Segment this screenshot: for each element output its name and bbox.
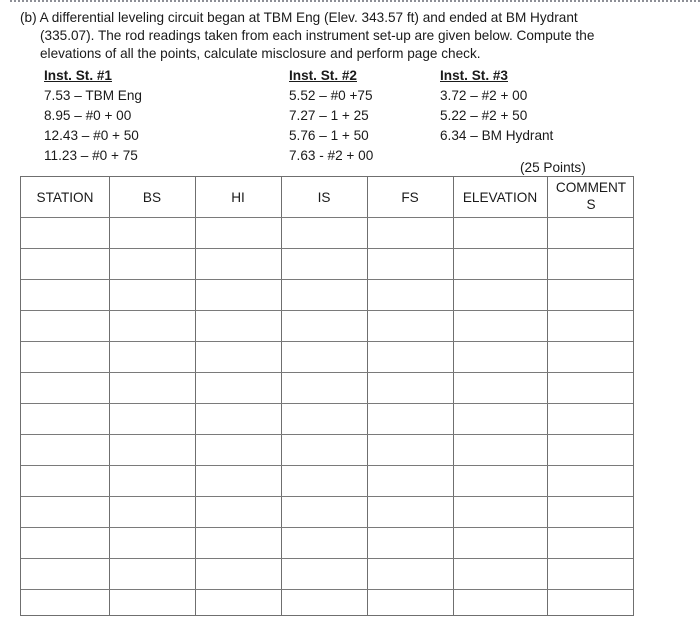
- header-separator: [21, 217, 633, 218]
- top-dotted-separator: [10, 0, 700, 2]
- header-is: IS: [317, 189, 331, 205]
- header-comments: [547, 179, 635, 213]
- table-row-line: [21, 341, 633, 342]
- rod-reading: 8.95 – #0 + 00: [44, 108, 132, 123]
- rod-reading: 5.76 – 1 + 50: [289, 128, 369, 143]
- column-divider: [281, 177, 282, 615]
- rod-reading: 6.34 – BM Hydrant: [440, 128, 554, 143]
- table-row-line: [21, 558, 633, 559]
- rod-reading: 7.27 – 1 + 25: [289, 108, 369, 123]
- table-row-line: [21, 372, 633, 373]
- problem-line-2: (335.07). The rod readings taken from each instrument set-up are given below. Compute the: [40, 28, 595, 43]
- header-station: STATION: [36, 189, 94, 205]
- setup-heading: Inst. St. #1: [44, 68, 112, 83]
- rod-reading: 12.43 – #0 + 50: [44, 128, 139, 143]
- rod-reading: 11.23 – #0 + 75: [44, 148, 138, 163]
- rod-reading: 7.63 - #2 + 00: [289, 148, 374, 163]
- points-label: (25 Points): [520, 160, 586, 175]
- table-row-line: [21, 434, 633, 435]
- problem-line-1: (b) A differential leveling circuit began at TBM Eng (Elev. 343.57 ft) and ended at BM Hydrant: [20, 10, 578, 25]
- table-row-line: [21, 310, 633, 311]
- table-row-line: [21, 589, 633, 590]
- column-divider: [195, 177, 196, 615]
- problem-line-3: elevations of all the points, calculate misclosure and perform page check.: [40, 46, 481, 61]
- level-notes-table: [20, 176, 634, 616]
- header-comments-line-2: S: [586, 197, 596, 212]
- table-row-line: [21, 403, 633, 404]
- table-row-line: [21, 527, 633, 528]
- column-divider: [453, 177, 454, 615]
- instrument-station-3: [440, 66, 553, 146]
- column-divider: [547, 177, 548, 615]
- column-divider: [109, 177, 110, 615]
- setup-heading: Inst. St. #3: [440, 68, 508, 83]
- rod-reading: 5.22 – #2 + 50: [440, 108, 528, 123]
- table-row-line: [21, 279, 633, 280]
- header-elevation: ELEVATION: [462, 189, 538, 205]
- table-row-line: [21, 496, 633, 497]
- setup-heading: Inst. St. #2: [289, 68, 357, 83]
- rod-reading: 7.53 – TBM Eng: [44, 88, 142, 103]
- column-divider: [367, 177, 368, 615]
- table-row-line: [21, 465, 633, 466]
- header-fs: FS: [401, 189, 419, 205]
- problem-statement: [20, 9, 692, 63]
- rod-reading: 5.52 – #0 +75: [289, 88, 373, 103]
- header-bs: BS: [142, 189, 162, 205]
- instrument-station-2: [289, 66, 373, 166]
- table-row-line: [21, 248, 633, 249]
- header-hi: HI: [231, 189, 245, 205]
- header-comments-line-1: COMMENT: [555, 180, 627, 195]
- rod-reading: 3.72 – #2 + 00: [440, 88, 528, 103]
- instrument-station-1: [44, 66, 142, 166]
